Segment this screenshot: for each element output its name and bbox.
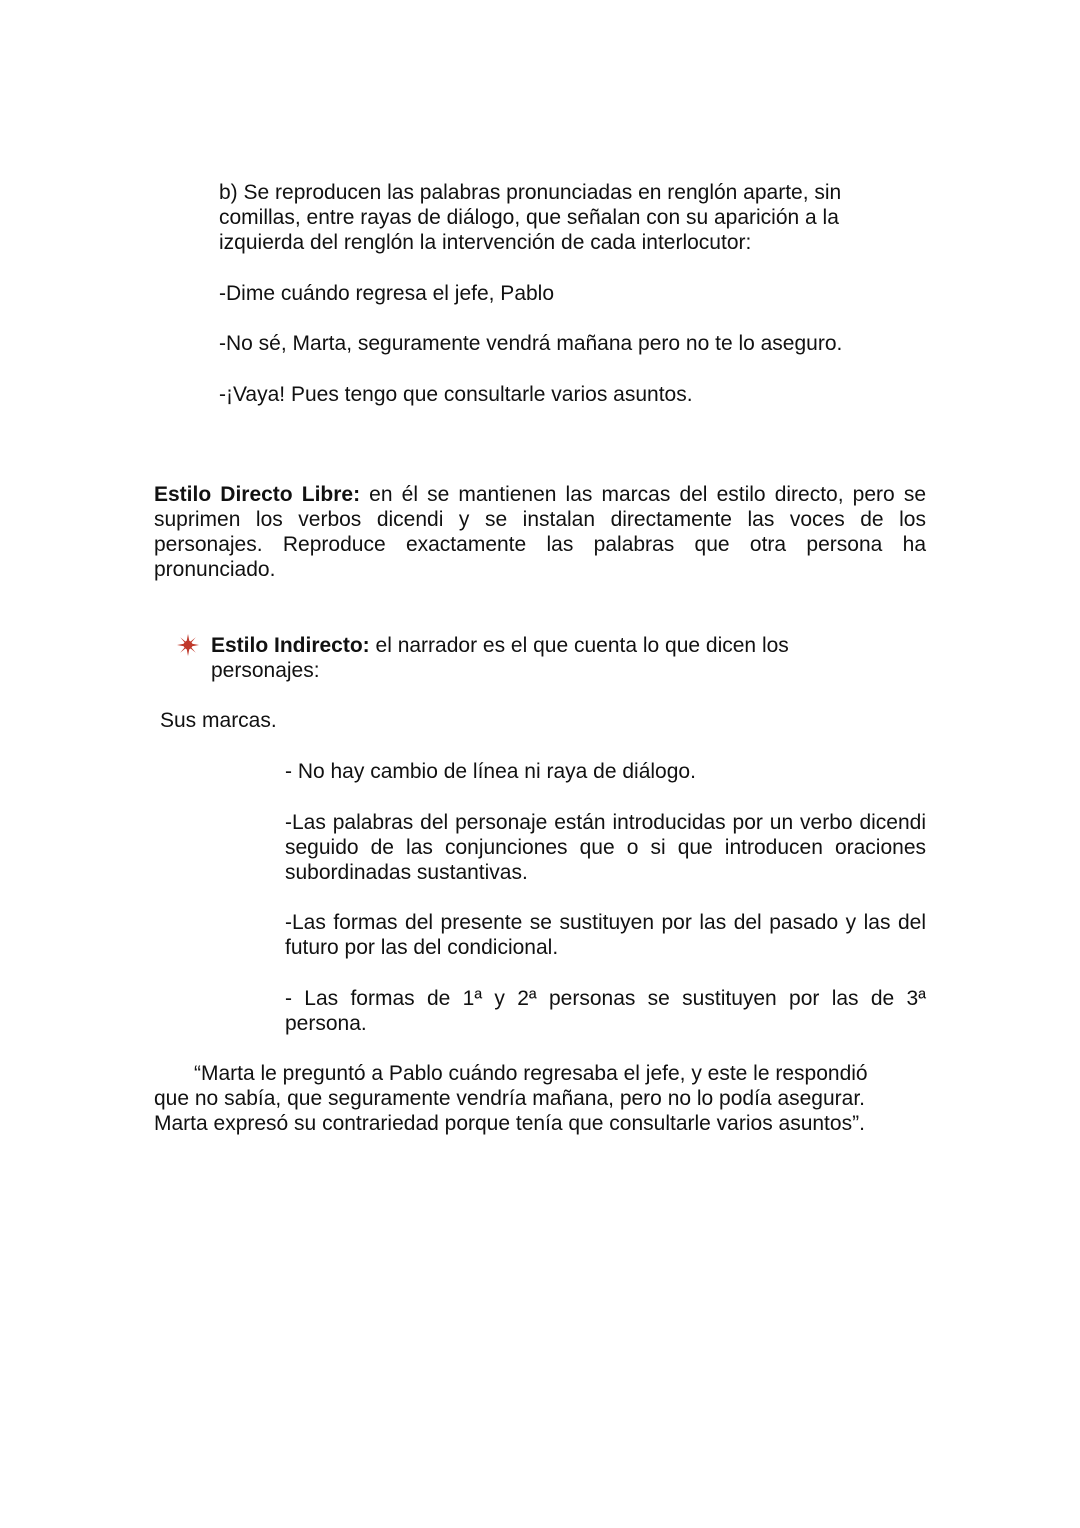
section-b-intro-line: comillas, entre rayas de diálogo, que señalan con su aparición a la xyxy=(219,206,839,229)
example-line: “Marta le preguntó a Pablo cuándo regresaba el jefe, y este le respondió xyxy=(194,1062,868,1085)
example-quote xyxy=(154,1061,934,1136)
red-star-bullet-icon xyxy=(177,634,199,656)
example-line: Marta expresó su contrariedad porque tenía que consultarle varios asuntos”. xyxy=(154,1112,865,1135)
example-line: que no sabía, que seguramente vendría mañana, pero no lo podía asegurar. xyxy=(154,1087,866,1110)
dialogue-line: -No sé, Marta, seguramente vendrá mañana pero no te lo aseguro. xyxy=(219,332,843,355)
estilo-indirecto-paragraph xyxy=(211,633,831,683)
marcas-item: - No hay cambio de línea ni raya de diálogo. xyxy=(285,760,696,783)
marcas-item: - Las formas de 1ª y 2ª personas se sustituyen por las de 3ª persona. xyxy=(285,987,926,1035)
marcas-heading: Sus marcas. xyxy=(160,709,277,732)
estilo-directo-libre-term: Estilo Directo Libre: xyxy=(154,483,361,506)
section-b-intro xyxy=(219,180,919,255)
estilo-directo-libre-paragraph xyxy=(154,482,926,582)
estilo-directo-libre-definition: en él se mantienen las marcas del estilo directo, pero se suprimen los verbos dicendi y se instalan directamente las voces de los personajes. Reproduce exactamente las palabras que otra persona ha pronunciado. xyxy=(154,483,926,581)
estilo-indirecto-definition: el narrador es el que cuenta lo que dicen los personajes: xyxy=(211,634,789,682)
section-b-intro-line: b) Se reproducen las palabras pronunciadas en renglón aparte, sin xyxy=(219,181,842,204)
section-b-intro-line: izquierda del renglón la intervención de cada interlocutor: xyxy=(219,231,752,254)
marcas-item: -Las formas del presente se sustituyen por las del pasado y las del futuro por las del condicional. xyxy=(285,911,926,959)
dialogue-line: -¡Vaya! Pues tengo que consultarle varios asuntos. xyxy=(219,383,693,406)
dialogue-line: -Dime cuándo regresa el jefe, Pablo xyxy=(219,282,555,305)
estilo-indirecto-term: Estilo Indirecto: xyxy=(211,634,370,657)
marcas-item: -Las palabras del personaje están introducidas por un verbo dicendi seguido de las conjunciones que o si que introducen oraciones subordinadas sustantivas. xyxy=(285,811,926,884)
